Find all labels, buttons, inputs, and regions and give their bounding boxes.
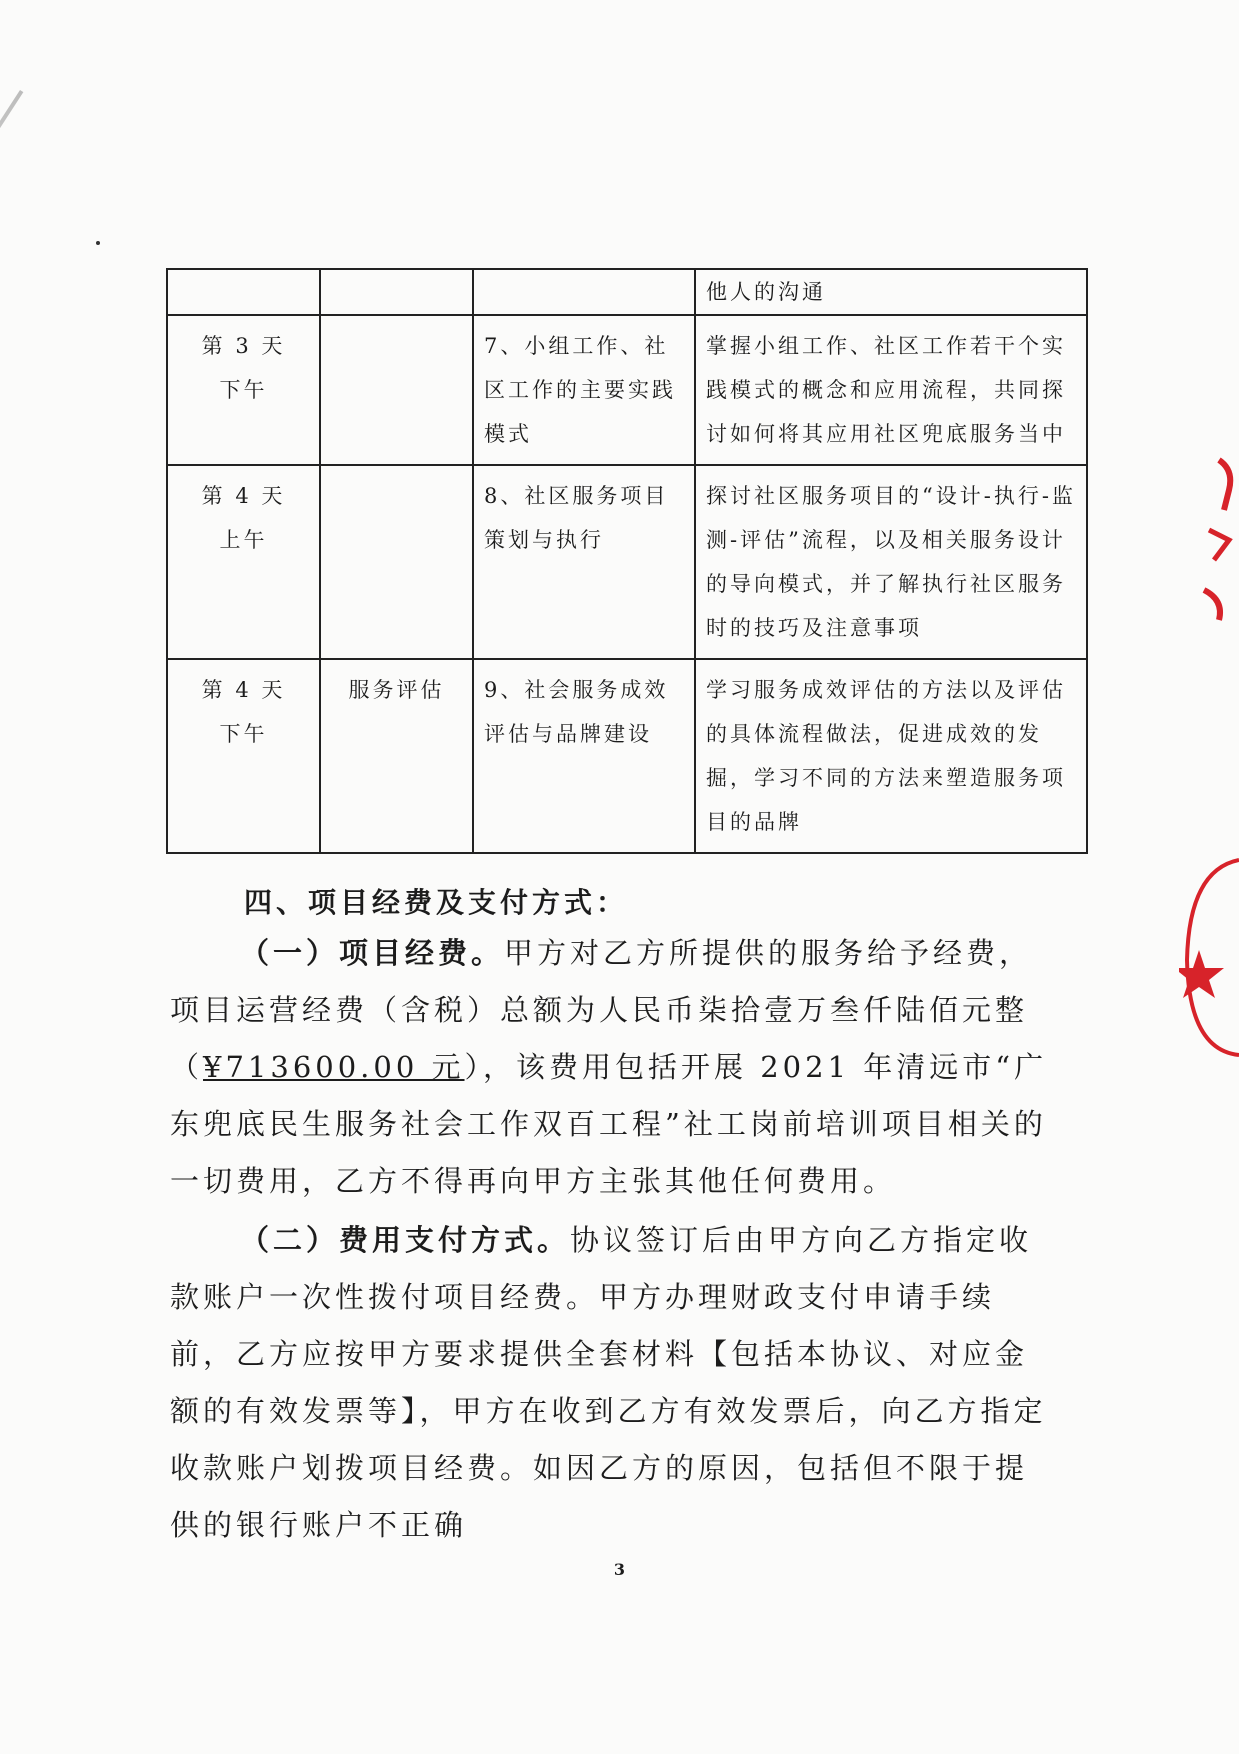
scan-shadow <box>0 90 23 335</box>
funding-text-before: 甲方对乙方所提供的服务给予经费，项目运营经费（含税）总额为人民币柒拾壹万叁仟陆佰元整（ <box>170 936 1033 1084</box>
topic-cell: 7、小组工作、社区工作的主要实践模式 <box>473 315 695 465</box>
table-row <box>167 465 1087 659</box>
period-label: 下午 <box>219 378 268 402</box>
topic-cell: 8、社区服务项目策划与执行 <box>473 465 695 659</box>
time-cell <box>167 465 320 659</box>
scan-speck <box>96 241 100 245</box>
content-cell: 他人的沟通 <box>695 269 1087 315</box>
module-cell <box>320 269 473 315</box>
day-label: 第 4 天 <box>201 678 286 702</box>
seal-fragment-bottom <box>1179 850 1239 1065</box>
table-row <box>167 659 1087 853</box>
time-cell <box>167 269 320 315</box>
page-number: 3 <box>613 1560 626 1579</box>
table-row <box>167 269 1087 315</box>
funding-text-after: ），该费用包括开展 2021 年清远市“广东兜底民生服务社会工作双百工程”社工岗前培训项目相关的一切费用，乙方不得再向甲方主张其他任何费用。 <box>170 1050 1048 1198</box>
table-row <box>167 315 1087 465</box>
payment-paragraph <box>170 1212 1050 1554</box>
content-cell: 学习服务成效评估的方法以及评估的具体流程做法，促进成效的发掘，学习不同的方法来塑造服务项目的品牌 <box>695 659 1087 853</box>
funding-paragraph <box>170 925 1050 1210</box>
module-cell <box>320 315 473 465</box>
content-cell: 掌握小组工作、社区工作若干个实践模式的概念和应用流程，共同探讨如何将其应用社区兜底服务当中 <box>695 315 1087 465</box>
module-cell: 服务评估 <box>320 659 473 853</box>
day-label: 第 4 天 <box>201 484 286 508</box>
time-cell <box>167 659 320 853</box>
module-cell <box>320 465 473 659</box>
period-label: 下午 <box>219 722 268 746</box>
payment-text: 协议签订后由甲方向乙方指定收款账户一次性拨付项目经费。甲方办理财政支付申请手续前，乙方应按甲方要求提供全套材料【包括本协议、对应金额的有效发票等】，甲方在收到乙方有效发票后，向乙方指定收款账户划拨项目经费。如因乙方的原因，包括但不限于提供的银行账户不正确 <box>170 1223 1047 1542</box>
content-cell: 探讨社区服务项目的“设计-执行-监测-评估”流程，以及相关服务设计的导向模式，并了解执行社区服务时的技巧及注意事项 <box>695 465 1087 659</box>
funding-amount: ¥713600.00 元 <box>203 1050 465 1084</box>
time-cell <box>167 315 320 465</box>
topic-cell: 9、社会服务成效评估与品牌建设 <box>473 659 695 853</box>
funding-lead: （一）项目经费。 <box>240 936 505 970</box>
period-label: 上午 <box>219 528 268 552</box>
topic-cell <box>473 269 695 315</box>
seal-fragment-top <box>1179 450 1239 630</box>
training-schedule-table <box>166 268 1088 854</box>
section-heading: 四、项目经费及支付方式： <box>244 886 629 919</box>
day-label: 第 3 天 <box>201 334 286 358</box>
payment-lead: （二）费用支付方式。 <box>240 1223 571 1257</box>
